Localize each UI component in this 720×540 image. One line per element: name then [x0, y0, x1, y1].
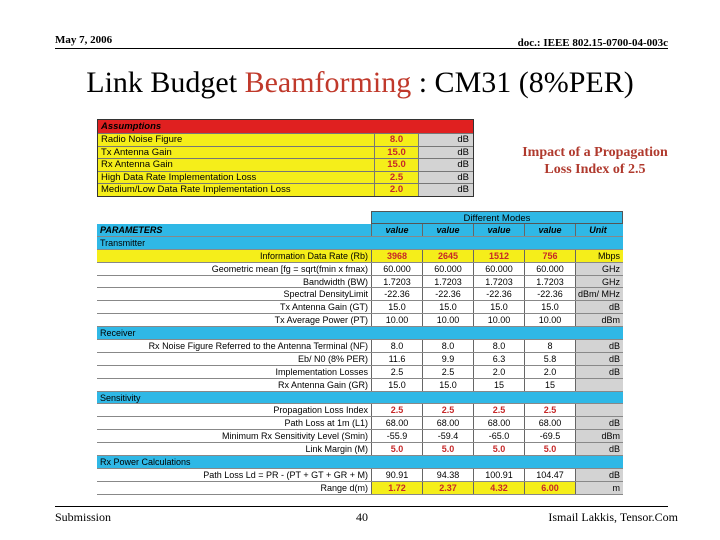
- parameter-value: 10.00: [371, 314, 422, 326]
- parameter-value: 15: [524, 379, 575, 391]
- parameter-value: 104.47: [524, 469, 575, 481]
- section-label: Receiver: [97, 327, 623, 339]
- parameter-value: 8: [524, 340, 575, 352]
- header-doc-id: doc.: IEEE 802.15-0700-04-003c: [517, 37, 668, 49]
- section-header: [97, 327, 623, 340]
- parameter-label: Path Loss Ld = PR - (PT + GT + GR + M): [97, 469, 371, 481]
- parameter-value: 60.000: [371, 263, 422, 275]
- parameter-value: 68.00: [422, 417, 473, 429]
- parameter-label: Link Margin (M): [97, 443, 371, 455]
- parameter-label: Path Loss at 1m (L1): [97, 417, 371, 429]
- assumptions-heading: Assumptions: [98, 120, 473, 133]
- assumption-value: 15.0: [375, 159, 419, 171]
- parameter-value: -22.36: [422, 288, 473, 300]
- parameter-value: 15.0: [422, 379, 473, 391]
- parameter-value: -22.36: [473, 288, 524, 300]
- parameter-unit: GHz: [575, 276, 623, 288]
- parameter-unit: dB: [575, 469, 623, 481]
- impact-note: [490, 144, 700, 178]
- parameter-value: 2.5: [422, 404, 473, 416]
- parameter-label: Tx Antenna Gain (GT): [97, 301, 371, 313]
- section-header: [97, 392, 623, 405]
- params-header-unit: Unit: [575, 224, 623, 236]
- parameter-label: Spectral DensityLimit: [97, 288, 371, 300]
- parameter-row: [97, 353, 623, 366]
- parameter-value: 68.00: [473, 417, 524, 429]
- parameter-value: 756: [524, 250, 575, 262]
- parameter-row: [97, 404, 623, 417]
- assumption-row: [98, 183, 473, 196]
- parameter-value: 1.7203: [422, 276, 473, 288]
- parameter-value: 15.0: [371, 379, 422, 391]
- parameter-value: 5.8: [524, 353, 575, 365]
- parameter-unit: dB: [575, 340, 623, 352]
- assumption-label: High Data Rate Implementation Loss: [98, 172, 375, 184]
- parameter-value: 68.00: [371, 417, 422, 429]
- params-header-value: value: [473, 224, 524, 236]
- parameter-label: Tx Average Power (PT): [97, 314, 371, 326]
- parameter-row: [97, 379, 623, 392]
- parameter-value: 8.0: [371, 340, 422, 352]
- parameter-row: [97, 417, 623, 430]
- parameter-row: [97, 469, 623, 482]
- parameter-value: 5.0: [422, 443, 473, 455]
- note-line-1: Impact of a Propagation: [522, 145, 668, 160]
- footer-rule: [55, 506, 668, 507]
- parameter-unit: dB: [575, 366, 623, 378]
- parameter-row: [97, 301, 623, 314]
- parameter-value: 90.91: [371, 469, 422, 481]
- title-highlight: Beamforming: [244, 66, 412, 99]
- parameter-unit: dBm: [575, 314, 623, 326]
- parameter-label: Information Data Rate (Rb): [97, 250, 371, 262]
- assumption-unit: dB: [419, 134, 473, 146]
- header-date: May 7, 2006: [55, 34, 113, 46]
- assumption-label: Rx Antenna Gain: [98, 159, 375, 171]
- parameter-row: [97, 430, 623, 443]
- parameter-row: [97, 263, 623, 276]
- parameter-value: 10.00: [422, 314, 473, 326]
- parameter-label: Geometric mean [fg = sqrt(fmin x fmax): [97, 263, 371, 275]
- parameter-value: 1.7203: [473, 276, 524, 288]
- parameters-table: [97, 211, 623, 503]
- parameter-value: 60.000: [422, 263, 473, 275]
- footer-author: Ismail Lakkis, Tensor.Com: [548, 510, 678, 524]
- params-header-value: value: [524, 224, 575, 236]
- parameter-row: [97, 366, 623, 379]
- parameter-label: Implementation Losses: [97, 366, 371, 378]
- parameter-value: 100.91: [473, 469, 524, 481]
- parameter-value: 68.00: [524, 417, 575, 429]
- parameter-value: 6.3: [473, 353, 524, 365]
- parameter-value: 2.0: [524, 366, 575, 378]
- parameter-row: [97, 250, 623, 263]
- parameter-value: 15.0: [371, 301, 422, 313]
- parameter-unit: dB: [575, 301, 623, 313]
- parameter-unit: dB: [575, 353, 623, 365]
- assumption-value: 15.0: [375, 147, 419, 159]
- parameter-value: 1512: [473, 250, 524, 262]
- slide-title: [0, 66, 720, 100]
- section-header: [97, 237, 623, 250]
- assumption-unit: dB: [419, 147, 473, 159]
- assumption-row: [98, 158, 473, 171]
- parameter-value: 60.000: [473, 263, 524, 275]
- parameter-value: -59.4: [422, 430, 473, 442]
- parameter-value: 2.5: [524, 404, 575, 416]
- assumption-label: Tx Antenna Gain: [98, 147, 375, 159]
- page-number: 40: [356, 510, 368, 524]
- section-label: Sensitivity: [97, 392, 623, 404]
- section-label: Rx Power Calculations: [97, 456, 623, 468]
- parameter-unit: dB: [575, 417, 623, 429]
- assumption-unit: dB: [419, 172, 473, 184]
- assumption-row: [98, 146, 473, 159]
- params-header-row: [97, 224, 623, 237]
- parameter-value: 1.72: [371, 482, 422, 494]
- parameter-value: 9.9: [422, 353, 473, 365]
- parameter-value: 15.0: [473, 301, 524, 313]
- parameter-row: [97, 443, 623, 456]
- assumption-value: 2.5: [375, 172, 419, 184]
- parameter-value: 6.00: [524, 482, 575, 494]
- parameter-value: 2.5: [473, 404, 524, 416]
- parameter-value: 2.5: [422, 366, 473, 378]
- parameter-value: 5.0: [524, 443, 575, 455]
- header-rule: [55, 48, 668, 49]
- parameter-label: Propagation Loss Index: [97, 404, 371, 416]
- parameter-row: [97, 288, 623, 301]
- parameter-value: 3968: [371, 250, 422, 262]
- assumption-row: [98, 133, 473, 146]
- parameter-label: Bandwidth (BW): [97, 276, 371, 288]
- parameter-value: 15: [473, 379, 524, 391]
- params-header-label: PARAMETERS: [97, 224, 371, 236]
- params-header-value: value: [422, 224, 473, 236]
- parameter-value: 5.0: [371, 443, 422, 455]
- footer-submission: Submission: [55, 510, 112, 524]
- parameter-value: 94.38: [422, 469, 473, 481]
- parameter-value: 60.000: [524, 263, 575, 275]
- parameter-value: -22.36: [371, 288, 422, 300]
- parameter-unit: [575, 379, 623, 391]
- parameter-row: [97, 314, 623, 327]
- parameter-label: Eb/ N0 (8% PER): [97, 353, 371, 365]
- parameter-row: [97, 276, 623, 289]
- assumption-unit: dB: [419, 159, 473, 171]
- assumption-unit: dB: [419, 184, 473, 196]
- parameter-value: -65.0: [473, 430, 524, 442]
- parameter-unit: Mbps: [575, 250, 623, 262]
- parameter-value: 8.0: [422, 340, 473, 352]
- note-line-2: Loss Index of 2.5: [544, 162, 646, 177]
- assumption-value: 8.0: [375, 134, 419, 146]
- assumptions-table: [97, 119, 474, 197]
- title-post: : CM31 (8%PER): [411, 66, 634, 99]
- parameter-value: 2645: [422, 250, 473, 262]
- assumption-row: [98, 171, 473, 184]
- different-modes-label: Different Modes: [371, 211, 623, 224]
- parameter-value: -69.5: [524, 430, 575, 442]
- parameter-value: 1.7203: [524, 276, 575, 288]
- parameter-value: -55.9: [371, 430, 422, 442]
- parameter-value: 8.0: [473, 340, 524, 352]
- parameter-value: 2.5: [371, 366, 422, 378]
- parameter-value: 15.0: [524, 301, 575, 313]
- parameter-value: 5.0: [473, 443, 524, 455]
- parameter-value: 2.5: [371, 404, 422, 416]
- params-header-value: value: [371, 224, 422, 236]
- parameter-value: 10.00: [473, 314, 524, 326]
- parameter-unit: [575, 404, 623, 416]
- assumption-label: Radio Noise Figure: [98, 134, 375, 146]
- parameter-row: [97, 340, 623, 353]
- section-header: [97, 456, 623, 469]
- parameter-label: Minimum Rx Sensitivity Level (Smin): [97, 430, 371, 442]
- parameter-value: -22.36: [524, 288, 575, 300]
- parameter-value: 11.6: [371, 353, 422, 365]
- parameter-label: Rx Noise Figure Referred to the Antenna Terminal (NF): [97, 340, 371, 352]
- parameter-value: 1.7203: [371, 276, 422, 288]
- parameter-unit: m: [575, 482, 623, 494]
- section-label: Transmitter: [97, 237, 623, 249]
- parameter-unit: dB: [575, 443, 623, 455]
- parameter-value: 10.00: [524, 314, 575, 326]
- parameter-unit: dBm/ MHz: [575, 288, 623, 300]
- title-pre: Link Budget: [86, 66, 245, 99]
- parameter-row: [97, 482, 623, 495]
- parameter-value: 2.0: [473, 366, 524, 378]
- parameter-unit: GHz: [575, 263, 623, 275]
- parameter-value: 2.37: [422, 482, 473, 494]
- assumption-value: 2.0: [375, 184, 419, 196]
- parameter-unit: dBm: [575, 430, 623, 442]
- assumption-label: Medium/Low Data Rate Implementation Loss: [98, 184, 375, 196]
- parameter-label: Rx Antenna Gain (GR): [97, 379, 371, 391]
- parameter-label: Range d(m): [97, 482, 371, 494]
- parameter-value: 4.32: [473, 482, 524, 494]
- parameter-value: 15.0: [422, 301, 473, 313]
